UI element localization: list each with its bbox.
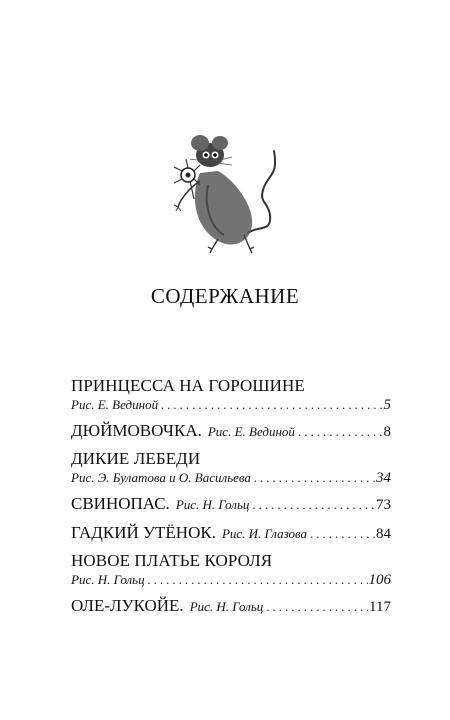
toc-entry-page: 34 — [376, 470, 391, 486]
leader-dots — [148, 571, 368, 589]
toc-entry-credit-line — [71, 469, 391, 487]
toc-entry-credit: Рис. Э. Булатова и О. Васильева — [71, 470, 251, 485]
toc-entry-page: 84 — [376, 526, 391, 542]
mouse-illustration-graphic — [160, 115, 300, 255]
leader-dots — [252, 494, 375, 516]
toc-entry-page: 73 — [376, 497, 391, 513]
toc-entry-title: СВИНОПАС. — [71, 494, 170, 513]
table-of-contents — [71, 376, 391, 624]
toc-entry-credit: Рис. Н. Гольц — [71, 572, 145, 587]
toc-entry-title: НОВОЕ ПЛАТЬЕ КОРОЛЯ — [71, 551, 273, 570]
contents-heading: СОДЕРЖАНИЕ — [150, 284, 300, 308]
toc-entry-line — [71, 595, 391, 618]
toc-entry-credit: Рис. Е. Вединой — [207, 424, 295, 439]
toc-entry[interactable] — [71, 493, 391, 516]
leader-dots — [298, 421, 383, 443]
toc-entry[interactable] — [71, 376, 391, 414]
toc-entry-title: ПРИНЦЕССА НА ГОРОШИНЕ — [71, 376, 305, 395]
toc-entry-title: ДЮЙМОВОЧКА. — [71, 421, 202, 440]
toc-entry-line — [71, 420, 391, 443]
leader-dots — [254, 469, 375, 487]
toc-entry-credit: Рис. Е. Вединой — [71, 397, 159, 412]
toc-entry-credit: Рис. Н. Гольц — [189, 599, 264, 614]
toc-entry-credit-line — [71, 571, 391, 589]
toc-entry-credit-line — [71, 396, 391, 414]
toc-entry[interactable] — [71, 449, 391, 487]
leader-dots — [266, 596, 368, 618]
toc-entry[interactable] — [71, 522, 391, 545]
toc-entry-page: 5 — [383, 397, 391, 413]
toc-entry-line — [71, 493, 391, 516]
toc-entry-title: ОЛЕ-ЛУКОЙЕ. — [71, 596, 184, 615]
toc-entry-credit: Рис. Н. Гольц — [175, 497, 250, 512]
mouse-with-flower-illustration — [160, 115, 300, 255]
toc-entry[interactable] — [71, 420, 391, 443]
toc-entry[interactable] — [71, 595, 391, 618]
toc-entry-title: ГАДКИЙ УТЁНОК. — [71, 523, 216, 542]
toc-entry-credit: Рис. И. Глазова — [221, 526, 308, 541]
leader-dots — [310, 523, 375, 545]
toc-entry[interactable] — [71, 551, 391, 589]
leader-dots — [161, 396, 382, 414]
toc-entry-line — [71, 522, 391, 545]
toc-entry-page: 117 — [369, 599, 391, 615]
toc-entry-title: ДИКИЕ ЛЕБЕДИ — [71, 449, 201, 468]
toc-entry-page: 8 — [383, 424, 391, 440]
toc-entry-page: 106 — [368, 572, 391, 588]
